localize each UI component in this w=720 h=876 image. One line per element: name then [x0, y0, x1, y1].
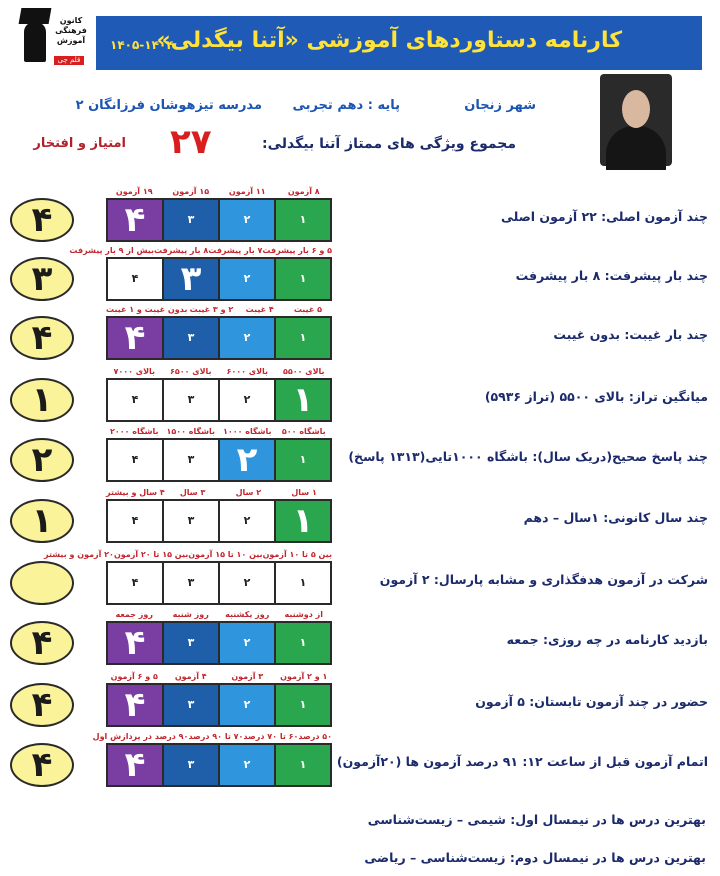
level-label: ۴ آزمون [174, 672, 207, 681]
level-cell: ۱ [274, 745, 330, 785]
criterion-score-circle: ۴ [10, 316, 74, 360]
level-cell: ۲ [218, 623, 274, 663]
level-label: بدون غیبت و ۱ غیبت [105, 305, 188, 314]
level-cell: ۳ [162, 563, 218, 603]
student-grade: پایه : دهم تجربی [292, 98, 400, 113]
level-cell: ۴ [108, 563, 162, 603]
title-bar [96, 16, 702, 70]
criterion-question: میانگین تراز: بالای ۵۵۰۰ (تراز ۵۹۳۶) [484, 389, 708, 404]
level-cell: ۲ [218, 318, 274, 358]
criterion-row [0, 734, 720, 794]
photo-face-shape [622, 90, 650, 128]
level-cell: ۱ [274, 501, 330, 541]
level-labels [106, 426, 332, 438]
level-grid [106, 561, 332, 605]
level-label: روز یکشنبه [225, 610, 270, 619]
level-label: ۸ آزمون [287, 187, 320, 196]
level-cell: ۴ [108, 318, 162, 358]
criterion-row [0, 612, 720, 672]
level-label: ۱۹ آزمون [115, 187, 153, 196]
level-labels [92, 731, 332, 743]
best-subjects-term-2: بهترین درس ها در نیمسال دوم: زیست‌شناسی – ریاضی [364, 850, 706, 865]
level-label: بین ۵ تا ۱۰ آزمون [262, 550, 332, 559]
level-label: ۱ سال [291, 488, 317, 497]
level-cell: ۲ [218, 200, 274, 240]
criterion-score-circle [10, 561, 74, 605]
level-label: ۵ غیبت [293, 305, 322, 314]
level-cell: ۳ [162, 380, 218, 420]
level-label: بین ۱۵ تا ۲۰ آزمون [113, 550, 189, 559]
criterion-score-circle: ۴ [10, 683, 74, 727]
criterion-question: چند بار پیشرفت: ۸ بار پیشرفت [515, 268, 708, 283]
level-label: باشگاه ۲۰۰۰ [109, 427, 159, 436]
criterion-question: چند پاسخ صحیح(دریک سال): باشگاه ۱۰۰۰تایی(۱۳۱۳ پاسخ) [348, 449, 708, 464]
level-cell: ۱ [274, 259, 330, 299]
level-cell: ۱ [274, 563, 330, 603]
level-label: بالای ۵۵۰۰ [282, 367, 325, 376]
level-label: ۲ و ۳ غیبت [189, 305, 234, 314]
level-labels [106, 186, 332, 198]
criterion-score-circle: ۱ [10, 378, 74, 422]
level-label: ۷ بار پیشرفت [208, 246, 263, 255]
level-label: بالای ۶۰۰۰ [226, 367, 269, 376]
level-cell: ۳ [162, 200, 218, 240]
level-cell: ۳ [162, 318, 218, 358]
level-cell: ۴ [108, 200, 162, 240]
best-subjects-term-1: بهترین درس ها در نیمسال اول: شیمی – زیست‌شناسی [367, 812, 706, 827]
level-label: از دوشنبه [284, 610, 323, 619]
level-grid [106, 438, 332, 482]
level-cell: ۴ [108, 745, 162, 785]
level-cell: ۲ [218, 563, 274, 603]
level-cell: ۳ [162, 623, 218, 663]
criterion-question: چند بار غیبت: بدون غیبت [553, 327, 708, 342]
level-label: بیش از ۹ بار پیشرفت [69, 246, 155, 255]
total-score: ۲۷ [170, 122, 212, 162]
level-label: ۳ سال [179, 488, 206, 497]
graduate-figure-icon [24, 22, 46, 62]
level-label: ۱ و ۲ آزمون [280, 672, 328, 681]
level-cell: ۴ [108, 685, 162, 725]
level-label: بین ۱۰ تا ۱۵ آزمون [188, 550, 263, 559]
level-cell: ۲ [218, 380, 274, 420]
criterion-row [0, 189, 720, 249]
criterion-row [0, 552, 720, 612]
criterion-question: چند آزمون اصلی: ۲۲ آزمون اصلی [500, 209, 708, 224]
student-city: شهر زنجان [464, 98, 536, 113]
level-label: باشگاه ۱۵۰۰ [166, 427, 216, 436]
kanoon-logo [14, 6, 86, 68]
level-label: ۵۰ درصد [298, 732, 332, 741]
level-cell: ۴ [108, 259, 162, 299]
level-label: ۲۰ آزمون و بیشتر [44, 550, 114, 559]
level-grid [106, 621, 332, 665]
level-cell: ۴ [108, 501, 162, 541]
criterion-question: چند سال کانونی: ۱سال – دهم [523, 510, 708, 525]
criterion-question: حضور در چند آزمون تابستان: ۵ آزمون [475, 694, 708, 709]
level-label: ۸ بار پیشرفت [154, 246, 209, 255]
criterion-score-circle: ۴ [10, 621, 74, 665]
level-cell: ۱ [274, 440, 330, 480]
photo-body-shape [606, 126, 666, 170]
level-label: ۵ و ۶ بار پیشرفت [262, 246, 332, 255]
level-grid [106, 683, 332, 727]
student-photo [600, 74, 672, 166]
total-score-label: امتیاز و افتخار [33, 136, 126, 151]
level-label: ۷۰ تا ۹۰ درصد [188, 732, 244, 741]
logo-text: کانون فرهنگی آموزش [55, 16, 87, 45]
level-cell: ۴ [108, 623, 162, 663]
level-cell: ۲ [218, 501, 274, 541]
level-label: ۵ و ۶ آزمون [110, 672, 158, 681]
level-labels [69, 245, 332, 257]
level-cell: ۱ [274, 380, 330, 420]
criterion-score-circle: ۴ [10, 743, 74, 787]
level-label: ۴ غیبت [245, 305, 274, 314]
level-labels [106, 304, 332, 316]
level-label: بالای ۶۵۰۰ [169, 367, 212, 376]
criterion-score-circle: ۲ [10, 438, 74, 482]
criterion-score-circle: ۳ [10, 257, 74, 301]
level-labels [44, 549, 332, 561]
level-cell: ۱ [274, 318, 330, 358]
level-label: ۴ سال و بیشتر [106, 488, 165, 497]
level-label: ۶۰ تا ۷۰ درصد [243, 732, 299, 741]
level-labels [106, 487, 332, 499]
criterion-question: اتمام آزمون قبل از ساعت ۱۲: ۹۱ درصد آزمون ها (۲۰آزمون) [336, 754, 708, 769]
level-label: ۱۵ آزمون [172, 187, 210, 196]
student-school: مدرسه تیزهوشان فرزانگان ۲ [75, 98, 262, 113]
level-grid [106, 316, 332, 360]
level-label: ۱۱ آزمون [228, 187, 266, 196]
level-label: بالای ۷۰۰۰ [113, 367, 156, 376]
features-label: مجموع ویژگی های ممتاز آتنا بیگدلی: [262, 136, 516, 152]
level-label: ۳ آزمون [231, 672, 264, 681]
level-label: روز شنبه [172, 610, 209, 619]
criterion-score-circle: ۴ [10, 198, 74, 242]
criterion-score-circle: ۱ [10, 499, 74, 543]
level-grid [106, 198, 332, 242]
level-cell: ۲ [218, 259, 274, 299]
level-cell: ۱ [274, 623, 330, 663]
level-label: باشگاه ۵۰۰ [281, 427, 326, 436]
level-labels [106, 671, 332, 683]
level-label: روز جمعه [115, 610, 153, 619]
level-cell: ۳ [162, 259, 218, 299]
criterion-row [0, 429, 720, 489]
level-cell: ۳ [162, 685, 218, 725]
criterion-row [0, 674, 720, 734]
criterion-row [0, 369, 720, 429]
level-grid [106, 378, 332, 422]
level-label: باشگاه ۱۰۰۰ [222, 427, 272, 436]
level-cell: ۲ [218, 685, 274, 725]
level-cell: ۳ [162, 440, 218, 480]
level-cell: ۲ [218, 440, 274, 480]
level-cell: ۲ [218, 745, 274, 785]
level-cell: ۴ [108, 380, 162, 420]
criterion-question: شرکت در آزمون هدفگذاری و مشابه پارسال: ۲ آزمون [379, 572, 708, 587]
criterion-row [0, 490, 720, 550]
level-grid [106, 743, 332, 787]
level-label: ۲ سال [235, 488, 262, 497]
page-title: کارنامه دستاوردهای آموزشی «آتنا بیگدلی» [156, 28, 622, 53]
level-cell: ۳ [162, 745, 218, 785]
academic-year: ۱۴۰۵-۱۴۰۴ [110, 38, 174, 52]
level-grid [106, 257, 332, 301]
logo-badge: قلم چی [54, 56, 84, 65]
level-cell: ۳ [162, 501, 218, 541]
level-labels [106, 366, 332, 378]
criterion-row [0, 307, 720, 367]
criterion-row [0, 248, 720, 308]
criterion-question: بازدید کارنامه در چه روزی: جمعه [506, 632, 708, 647]
level-cell: ۱ [274, 200, 330, 240]
level-labels [106, 609, 332, 621]
level-label: ۹۰ درصد در پردازش اول [92, 732, 189, 741]
level-cell: ۴ [108, 440, 162, 480]
level-grid [106, 499, 332, 543]
level-cell: ۱ [274, 685, 330, 725]
